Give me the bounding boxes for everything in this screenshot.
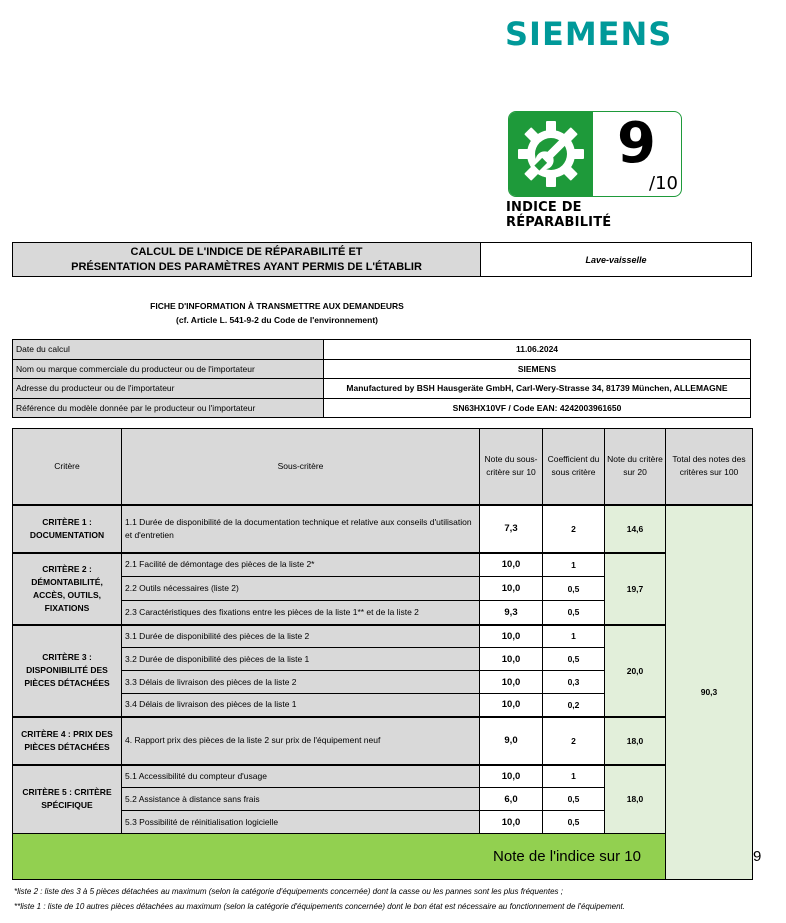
criterion-name: CRITÈRE 3 : DISPONIBILITÉ DES PIÈCES DÉTACHÉES <box>13 625 122 717</box>
table-row <box>13 505 753 553</box>
sub-criterion-note: 10,0 <box>480 694 543 717</box>
sub-criterion-note: 10,0 <box>480 625 543 648</box>
info-value: 11.06.2024 <box>324 340 751 360</box>
sub-criterion-note: 7,3 <box>480 505 543 553</box>
header-critere: Critère <box>13 429 122 505</box>
criterion-name: CRITÈRE 1 : DOCUMENTATION <box>13 505 122 553</box>
sub-criterion-label: 2.3 Caractéristiques des fixations entre les pièces de la liste 1** et de la liste 2 <box>122 601 480 625</box>
sub-criterion-label: 5.2 Assistance à distance sans frais <box>122 788 480 811</box>
criterion-name: CRITÈRE 5 : CRITÈRE SPÉCIFIQUE <box>13 765 122 834</box>
footnotes <box>14 884 784 914</box>
sub-criterion-coefficient: 2 <box>543 505 605 553</box>
header-title-line2: PRÉSENTATION DES PARAMÈTRES AYANT PERMIS DE L'ÉTABLIR <box>71 260 422 273</box>
badge-score: 9 <box>617 111 656 176</box>
badge-icon-panel <box>509 112 593 196</box>
criterion-name: CRITÈRE 4 : PRIX DES PIÈCES DÉTACHÉES <box>13 717 122 765</box>
sub-criterion-label: 3.1 Durée de disponibilité des pièces de la liste 2 <box>122 625 480 648</box>
criterion-note: 18,0 <box>605 717 666 765</box>
sub-criterion-label: 3.3 Délais de livraison des pièces de la liste 2 <box>122 671 480 694</box>
sub-criterion-label: 1.1 Durée de disponibilité de la documentation technique et relative aux conseils d'utilisation et d'entretien <box>122 505 480 553</box>
producer-info-table <box>12 339 751 418</box>
criterion-note: 20,0 <box>605 625 666 717</box>
sub-criterion-note: 10,0 <box>480 577 543 601</box>
siemens-logo: SIEMENS <box>505 15 673 53</box>
sub-criterion-coefficient: 1 <box>543 765 605 788</box>
info-value: SN63HX10VF / Code EAN: 4242003961650 <box>324 398 751 418</box>
footnote-list-1: **liste 1 : liste de 10 autres pièces détachées au maximum (selon la catégorie d'équipements concernée) dont le bon état est nécessaire au fonctionnement de l'équipement. <box>14 902 625 911</box>
sub-criterion-label: 4. Rapport prix des pièces de la liste 2 sur prix de l'équipement neuf <box>122 717 480 765</box>
sub-criterion-coefficient: 1 <box>543 625 605 648</box>
sub-criterion-note: 10,0 <box>480 765 543 788</box>
repairability-badge <box>508 111 682 197</box>
gear-wrench-icon <box>515 118 587 190</box>
criterion-note: 14,6 <box>605 505 666 553</box>
sub-criterion-note: 10,0 <box>480 553 543 577</box>
final-score-row: Note de l'indice sur 10 9 <box>13 834 753 880</box>
header-coefficient: Coefficient du sous critère <box>543 429 605 505</box>
table-row <box>13 340 751 360</box>
header-sous-critere: Sous-critère <box>122 429 480 505</box>
table-row <box>13 398 751 418</box>
info-label: Adresse du producteur ou de l'importateur <box>13 379 324 399</box>
sub-criterion-label: 5.3 Possibilité de réinitialisation logicielle <box>122 811 480 834</box>
table-row <box>13 359 751 379</box>
table-row <box>13 765 753 788</box>
sub-criterion-coefficient: 0,2 <box>543 694 605 717</box>
info-label: Date du calcul <box>13 340 324 360</box>
info-value: SIEMENS <box>324 359 751 379</box>
info-label: Nom ou marque commerciale du producteur ou de l'importateur <box>13 359 324 379</box>
badge-caption: INDICE DE RÉPARABILITÉ <box>506 200 612 230</box>
final-score-label: Note de l'indice sur 10 <box>13 834 666 880</box>
sub-criterion-coefficient: 0,5 <box>543 811 605 834</box>
table-row <box>13 379 751 399</box>
info-sheet-heading: FICHE D'INFORMATION À TRANSMETTRE AUX DEMANDEURS <box>150 301 404 311</box>
table-row <box>13 717 753 765</box>
sub-criterion-coefficient: 1 <box>543 553 605 577</box>
footnote-list-2: *liste 2 : liste des 3 à 5 pièces détachées au maximum (selon la catégorie d'équipements concernée) dont la casse ou les pannes sont les plus fréquentes ; <box>14 887 563 896</box>
sub-criterion-label: 3.4 Délais de livraison des pièces de la liste 1 <box>122 694 480 717</box>
info-value: Manufactured by BSH Hausgeräte GmbH, Carl-Wery-Strasse 34, 81739 München, ALLEMAGNE <box>324 379 751 399</box>
header-note-sous-critere: Note du sous-critère sur 10 <box>480 429 543 505</box>
sub-criterion-coefficient: 0,5 <box>543 601 605 625</box>
sub-criterion-coefficient: 0,3 <box>543 671 605 694</box>
sub-criterion-note: 10,0 <box>480 648 543 671</box>
info-label: Référence du modèle donnée par le producteur ou l'importateur <box>13 398 324 418</box>
sub-criterion-label: 2.2 Outils nécessaires (liste 2) <box>122 577 480 601</box>
criterion-name: CRITÈRE 2 : DÉMONTABILITÉ, ACCÈS, OUTILS, FIXATIONS <box>13 553 122 625</box>
criterion-note: 18,0 <box>605 765 666 834</box>
total-score: 90,3 <box>666 505 753 880</box>
calculation-header <box>12 242 752 277</box>
table-row <box>13 625 753 648</box>
table-header-row <box>13 429 753 505</box>
criterion-note: 19,7 <box>605 553 666 625</box>
header-note-critere: Note du critère sur 20 <box>605 429 666 505</box>
repairability-table <box>12 428 762 880</box>
table-row <box>13 553 753 577</box>
product-category: Lave-vaisselle <box>585 254 647 265</box>
sub-criterion-note: 10,0 <box>480 811 543 834</box>
sub-criterion-label: 3.2 Durée de disponibilité des pièces de la liste 1 <box>122 648 480 671</box>
info-sheet-title <box>12 299 542 327</box>
sub-criterion-label: 5.1 Accessibilité du compteur d'usage <box>122 765 480 788</box>
sub-criterion-coefficient: 0,5 <box>543 577 605 601</box>
sub-criterion-coefficient: 0,5 <box>543 788 605 811</box>
sub-criterion-note: 9,3 <box>480 601 543 625</box>
sub-criterion-label: 2.1 Facilité de démontage des pièces de la liste 2* <box>122 553 480 577</box>
info-sheet-subtitle: (cf. Article L. 541-9-2 du Code de l'environnement) <box>176 315 378 325</box>
badge-denominator: /10 <box>649 173 678 194</box>
sub-criterion-coefficient: 0,5 <box>543 648 605 671</box>
sub-criterion-coefficient: 2 <box>543 717 605 765</box>
header-title-line1: CALCUL DE L'INDICE DE RÉPARABILITÉ ET <box>130 245 363 258</box>
header-total: Total des notes des critères sur 100 <box>666 429 753 505</box>
sub-criterion-note: 9,0 <box>480 717 543 765</box>
header-title <box>13 243 481 276</box>
sub-criterion-note: 6,0 <box>480 788 543 811</box>
sub-criterion-note: 10,0 <box>480 671 543 694</box>
